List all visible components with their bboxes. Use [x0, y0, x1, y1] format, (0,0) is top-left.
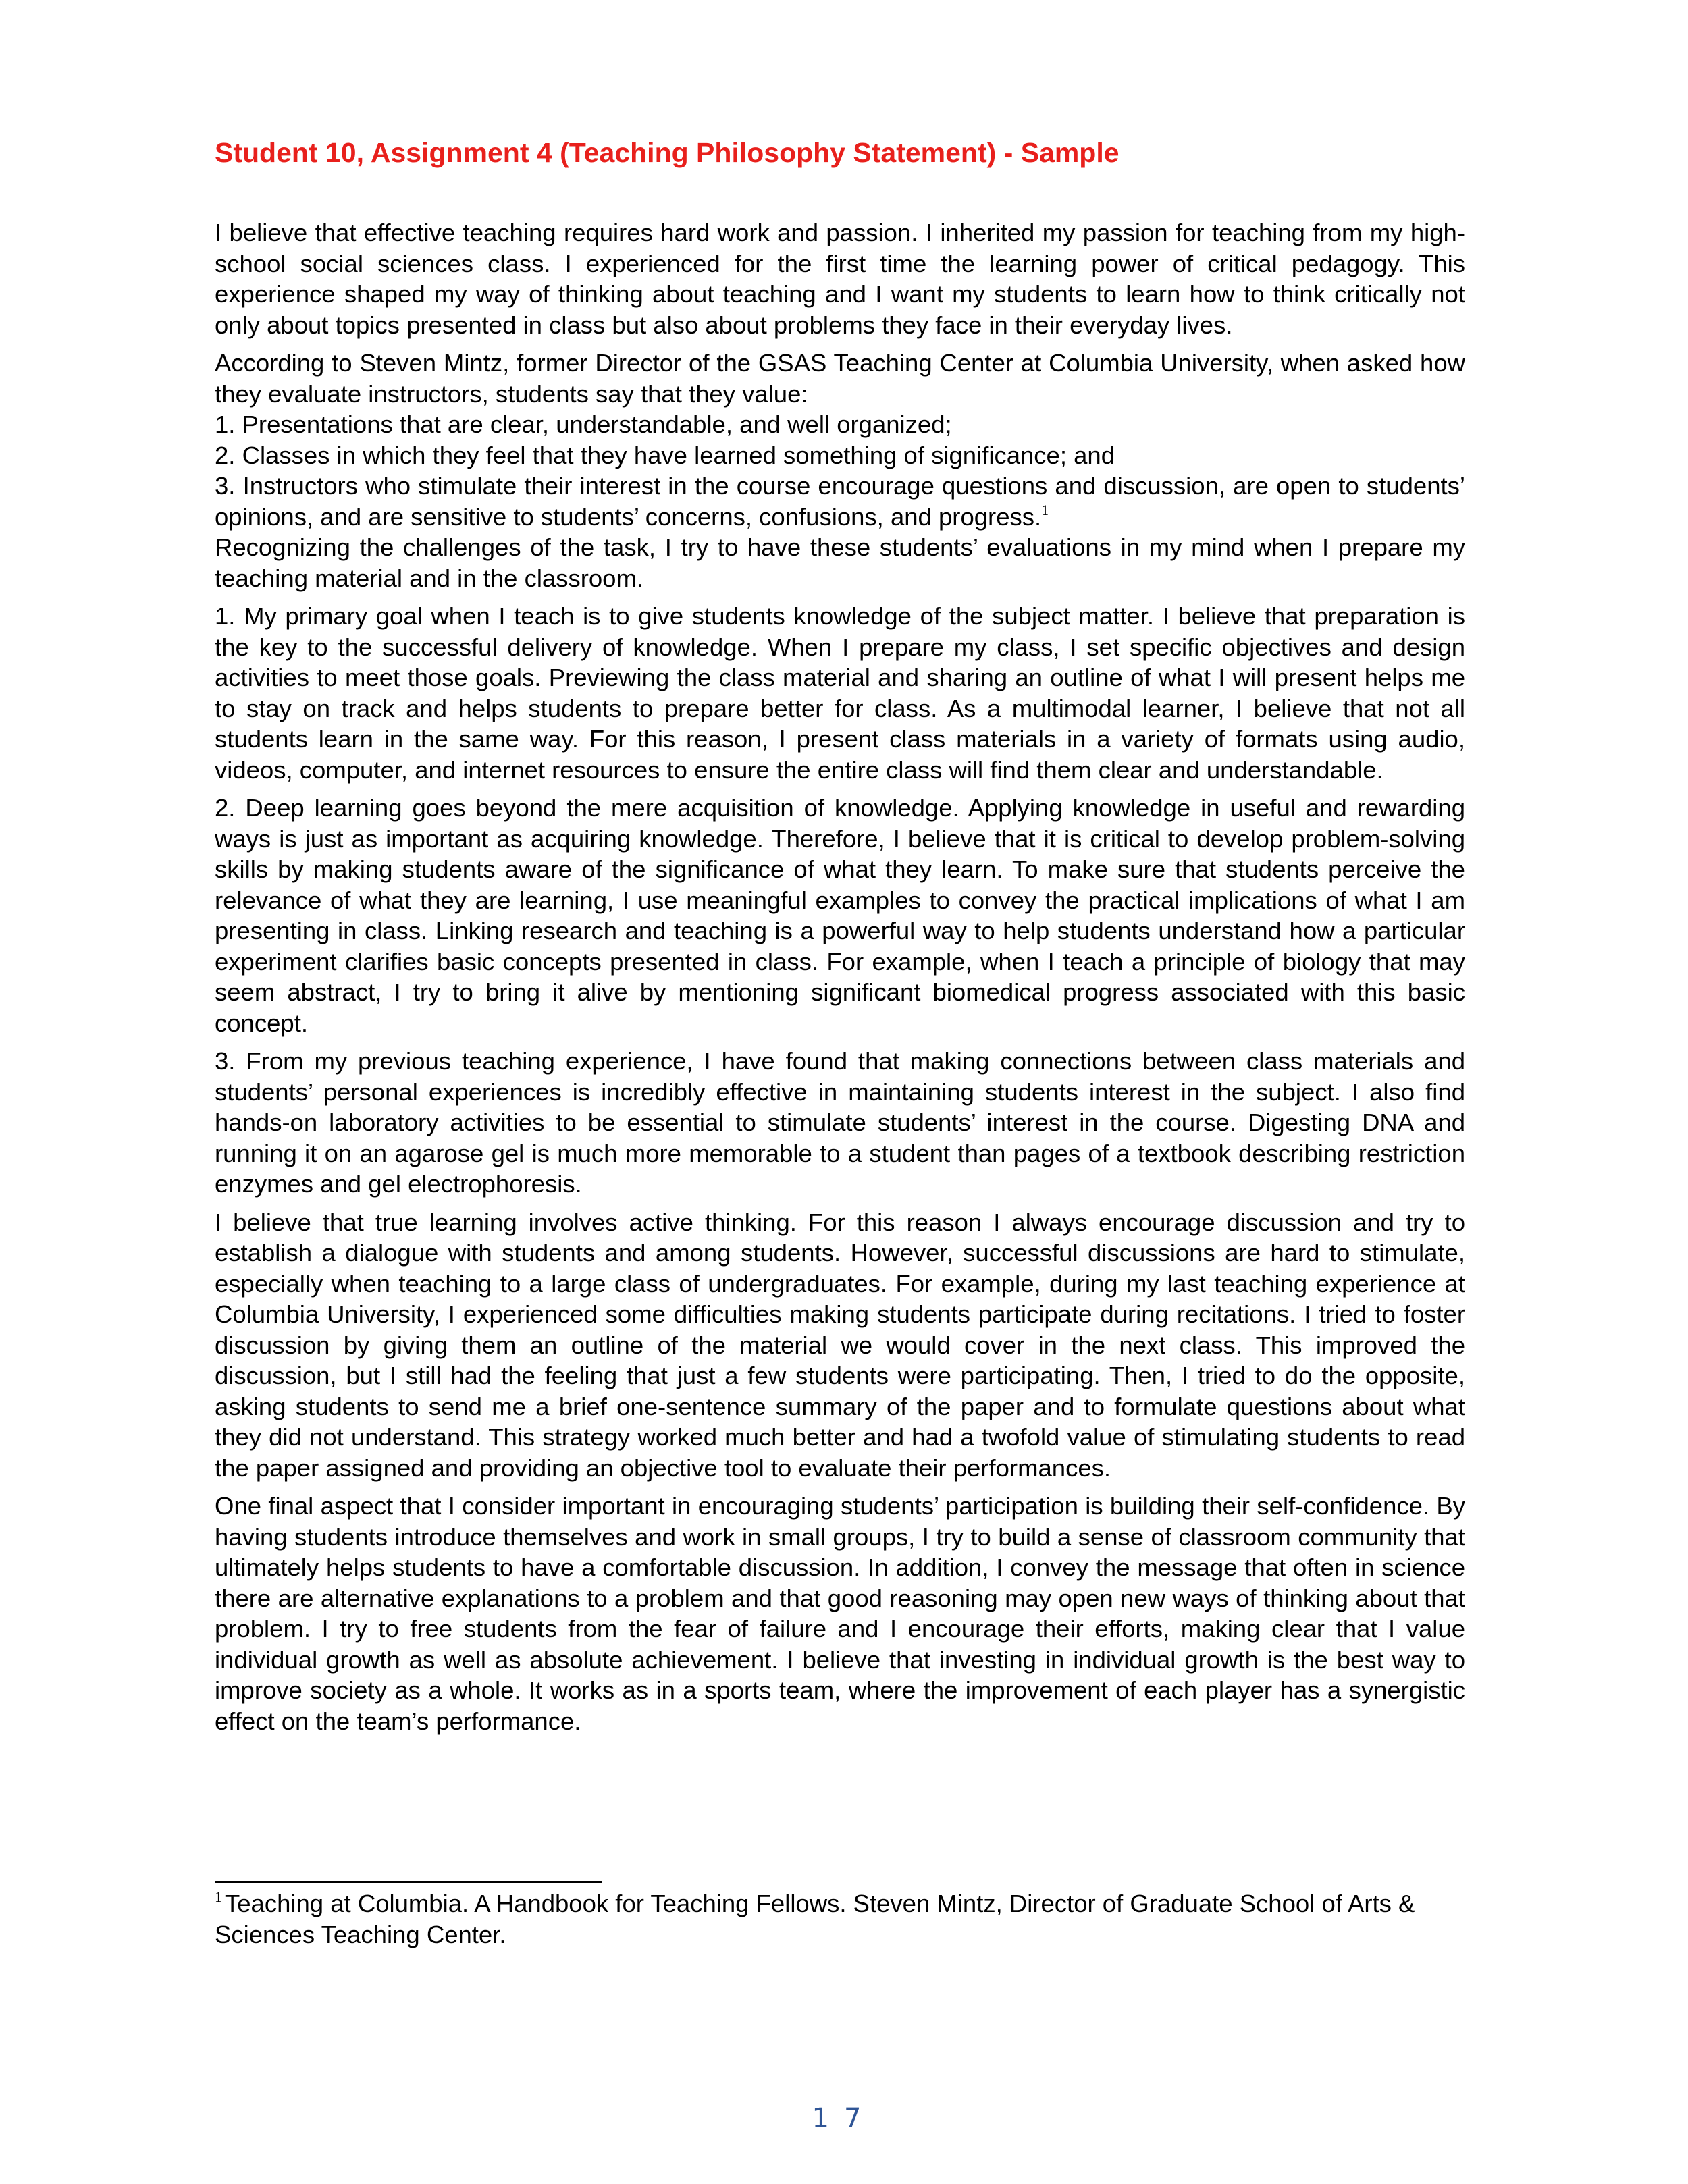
mintz-item-1: 1. Presentations that are clear, understandable, and well organized; — [215, 410, 952, 438]
footnote-reference[interactable]: 1 — [1041, 501, 1049, 518]
mintz-item-2: 2. Classes in which they feel that they have learned something of significance; and — [215, 441, 1115, 469]
page-number: 17 — [812, 2103, 876, 2134]
mintz-closing: Recognizing the challenges of the task, I try to have these students’ evaluations in my mind when I prepare my teaching material and in the classroom. — [215, 533, 1465, 592]
footnote-text: Teaching at Columbia. A Handbook for Teaching Fellows. Steven Mintz, Director of Graduate School of Arts & Sciences Teaching Center. — [215, 1890, 1415, 1948]
paragraph-self-confidence: One final aspect that I consider important in encouraging students’ participation is building their self-confidence. By having students introduce themselves and work in small groups, I try to build a sense of classroom community that ultimately helps students to have a comfortable discussion. In addition, I convey the message that often in science there are alternative explanations to a problem and that good reasoning may open new ways of thinking about that problem. I try to free students from the fear of failure and I encourage their efforts, making clear that I value individual growth as well as absolute achievement. I believe that investing in individual growth is the best way to improve society as a whole. It works as in a sports team, where the improvement of each player has a synergistic effect on the team’s performance. — [215, 1492, 1465, 1735]
paragraph-active-thinking: I believe that true learning involves active thinking. For this reason I always encourage discussion and try to establish a dialogue with students and among students. However, successful discussions are hard to stimulate, especially when teaching to a large class of undergraduates. For example, during my last teaching experience at Columbia University, I experienced some difficulties making students participate during recitations. I tried to foster discussion by giving them an outline of the material we would cover in the next class. This improved the discussion, but I still had the feeling that just a few students were participating. Then, I tried to do the opposite, asking students to send me a brief one-sentence summary of the paper and to formulate questions about what they did not understand. This strategy worked much better and had a twofold value of stimulating students to read the paper assigned and providing an objective tool to evaluate their performances. — [215, 1208, 1465, 1482]
footnote — [215, 1888, 1465, 1950]
mintz-block — [215, 348, 1465, 593]
mintz-intro: According to Steven Mintz, former Director of the GSAS Teaching Center at Columbia University, when asked how they evaluate instructors, students say that they value: — [215, 349, 1465, 408]
paragraph-goal-knowledge: 1. My primary goal when I teach is to give students knowledge of the subject matter. I believe that preparation is the key to the successful delivery of knowledge. When I prepare my class, I set specific objectives and design activities to meet those goals. Previewing the class material and sharing an outline of what I will present helps me to stay on track and helps students to prepare better for class. As a multimodal learner, I believe that not all students learn in the same way. For this reason, I present class materials in a variety of formats using audio, videos, computer, and internet resources to ensure the entire class will find them clear and understandable. — [215, 602, 1465, 784]
footnote-divider — [215, 1881, 602, 1883]
paragraph-passion: I believe that effective teaching requires hard work and passion. I inherited my passion for teaching from my high-school social sciences class. I experienced for the first time the learning power of critical pedagogy. This experience shaped my way of thinking about teaching and I want my students to learn how to think critically not only about topics presented in class but also about problems they face in their everyday lives. — [215, 219, 1465, 339]
page-content — [215, 135, 1465, 1744]
document-title: Student 10, Assignment 4 (Teaching Philosophy Statement) - Sample — [215, 137, 1119, 168]
paragraph-deep-learning: 2. Deep learning goes beyond the mere acquisition of knowledge. Applying knowledge in useful and rewarding ways is just as important as acquiring knowledge. Therefore, I believe that it is critical to develop problem-solving skills by making students aware of the significance of what they learn. To make sure that students perceive the relevance of what they are learning, I use meaningful examples to convey the practical implications of what I am presenting in class. Linking research and teaching is a powerful way to help students understand how a particular experiment clarifies basic concepts presented in class. For example, when I teach a principle of biology that may seem abstract, I try to bring it alive by mentioning significant biomedical progress associated with this basic concept. — [215, 794, 1465, 1037]
paragraph-connections: 3. From my previous teaching experience, I have found that making connections between class materials and students’ personal experiences is incredibly effective in maintaining students interest in the subject. I also find hands-on laboratory activities to be essential to stimulate students’ interest in the course. Digesting DNA and running it on an agarose gel is much more memorable to a student than pages of a textbook describing restriction enzymes and gel electrophoresis. — [215, 1047, 1465, 1198]
mintz-item-3-text: 3. Instructors who stimulate their interest in the course encourage questions and discussion, are open to students’ opinions, and are sensitive to students’ concerns, confusions, and progress. — [215, 472, 1465, 531]
mintz-item-3 — [215, 471, 1465, 532]
footnote-mark: 1 — [215, 1888, 222, 1905]
